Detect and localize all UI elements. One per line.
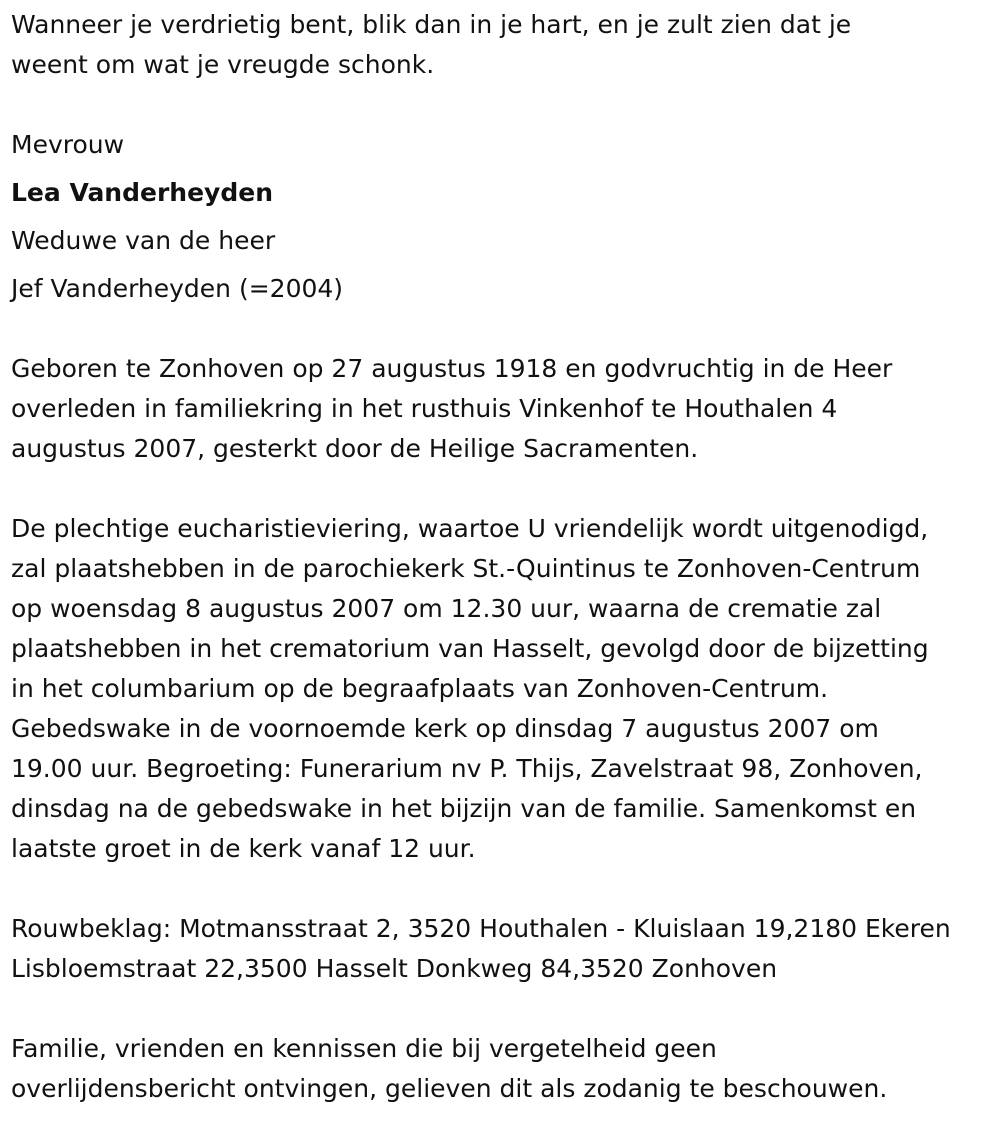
- service-line-6: Gebedswake in de voornoemde kerk op dinsdag 7 augustus 2007 om: [11, 714, 879, 743]
- quote-line-1: Wanneer je verdrietig bent, blik dan in je hart, en je zult zien dat je: [11, 10, 852, 39]
- birth-death-line-1: Geboren te Zonhoven op 27 augustus 1918 en godvruchtig in de Heer: [11, 354, 893, 383]
- notice-paragraph: [11, 1029, 992, 1109]
- service-line-2: zal plaatshebben in de parochiekerk St.-Quintinus te Zonhoven-Centrum: [11, 554, 921, 583]
- notice-line-2: overlijdensbericht ontvingen, gelieven dit als zodanig te beschouwen.: [11, 1074, 888, 1103]
- condolence-paragraph: [11, 909, 992, 989]
- condolence-line-2: Lisbloemstraat 22,3500 Hasselt Donkweg 84,3520 Zonhoven: [11, 954, 778, 983]
- relation-text: Weduwe van de heer: [11, 226, 276, 255]
- service-line-7: 19.00 uur. Begroeting: Funerarium nv P. Thijs, Zavelstraat 98, Zonhoven,: [11, 754, 923, 783]
- birth-death-line-2: overleden in familiekring in het rusthuis Vinkenhof te Houthalen 4: [11, 394, 838, 423]
- quote-line-2: weent om wat je vreugde schonk.: [11, 50, 435, 79]
- service-line-9: laatste groet in de kerk vanaf 12 uur.: [11, 834, 476, 863]
- spouse-name: Jef Vanderheyden (=2004): [11, 274, 344, 303]
- service-line-8: dinsdag na de gebedswake in het bijzijn van de familie. Samenkomst en: [11, 794, 917, 823]
- birth-death-paragraph: [11, 349, 992, 469]
- quote-paragraph: [11, 5, 992, 85]
- service-line-4: plaatshebben in het crematorium van Hasselt, gevolgd door de bijzetting: [11, 634, 929, 663]
- service-line-1: De plechtige eucharistieviering, waartoe U vriendelijk wordt uitgenodigd,: [11, 514, 929, 543]
- birth-death-line-3: augustus 2007, gesterkt door de Heilige Sacramenten.: [11, 434, 699, 463]
- deceased-name: Lea Vanderheyden: [11, 178, 273, 207]
- deceased-block: [11, 125, 992, 309]
- condolence-line-1: Rouwbeklag: Motmansstraat 2, 3520 Houthalen - Kluislaan 19,2180 Ekeren: [11, 914, 951, 943]
- salutation: Mevrouw: [11, 130, 125, 159]
- service-line-5: in het columbarium op de begraafplaats van Zonhoven-Centrum.: [11, 674, 829, 703]
- service-paragraph: [11, 509, 992, 869]
- notice-line-1: Familie, vrienden en kennissen die bij vergetelheid geen: [11, 1034, 717, 1063]
- service-line-3: op woensdag 8 augustus 2007 om 12.30 uur, waarna de crematie zal: [11, 594, 882, 623]
